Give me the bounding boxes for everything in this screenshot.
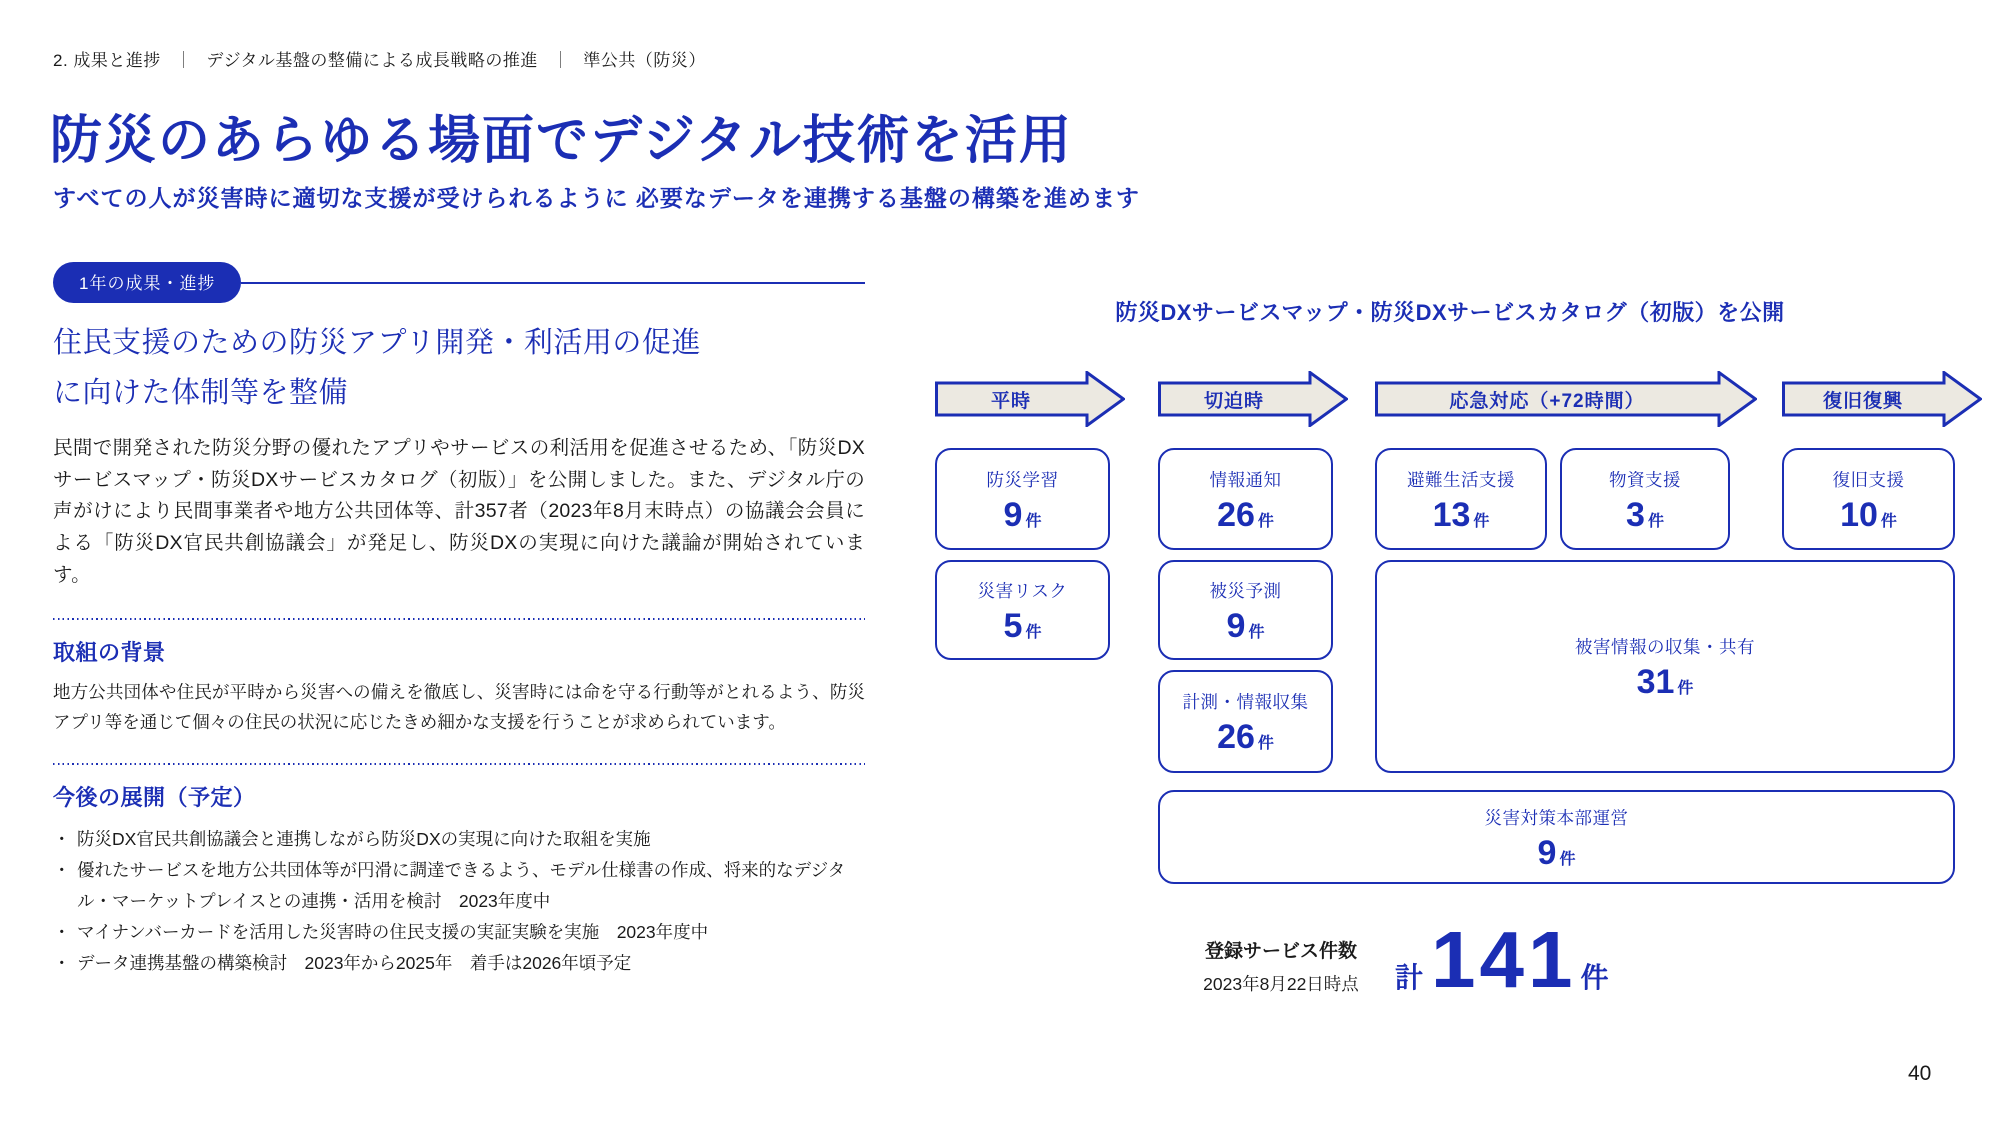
card-label: 復旧支援	[1832, 469, 1905, 490]
card-label: 災害対策本部運営	[1484, 807, 1629, 828]
service-card-damage-prediction	[1158, 560, 1333, 660]
card-label: 避難生活支援	[1407, 469, 1515, 490]
total-count: 141	[1431, 915, 1577, 1004]
stage-label: 応急対応（+72時間）	[1449, 390, 1645, 412]
future-bullet: ・ マイナンバーカードを活用した災害時の住民支援の実証実験を実施 2023年度中	[53, 917, 865, 948]
card-label: 災害リスク	[977, 580, 1068, 601]
card-count: 9 件	[1226, 606, 1265, 645]
background-heading: 取組の背景	[53, 639, 166, 665]
badge-line	[241, 282, 865, 284]
stage-label: 切迫時	[1203, 390, 1264, 412]
card-label: 情報通知	[1209, 469, 1282, 490]
section-divider	[53, 763, 865, 765]
service-card-evacuation-support	[1375, 448, 1547, 550]
badge-row	[53, 262, 865, 303]
future-bullet: ・ 防災DX官民共創協議会と連携しながら防災DXの実現に向けた取組を実施	[53, 824, 865, 855]
service-map-title: 防災DXサービスマップ・防災DXサービスカタログ（初版）を公開	[1115, 300, 1785, 325]
page-subtitle: すべての人が災害時に適切な支援が受けられるように 必要なデータを連携する基盤の構築を進めます	[53, 185, 1140, 211]
total-prefix: 計	[1395, 962, 1424, 993]
stage-arrow-recovery	[1782, 371, 1982, 427]
card-label: 防災学習	[986, 469, 1059, 490]
left-heading: 住民支援のための防災アプリ開発・利活用の促進に向けた体制等を整備	[53, 327, 701, 409]
stage-label: 復旧復興	[1822, 390, 1903, 412]
stage-arrow-normal-time	[935, 371, 1125, 427]
breadcrumb-separator: ｜	[174, 51, 193, 70]
breadcrumb-separator: ｜	[551, 51, 570, 70]
future-bullet: ・ 優れたサービスを地方公共団体等が円滑に調達できるよう、モデル仕様書の作成、将来的なデジタル・マーケットプレイスとの連携・活用を検討 2023年度中	[53, 855, 865, 917]
card-label: 被災予測	[1209, 580, 1282, 601]
card-count: 9 件	[1537, 833, 1576, 872]
card-count: 13 件	[1432, 495, 1490, 534]
page-title: 防災のあらゆる場面でデジタル技術を活用	[50, 112, 1073, 170]
service-card-recovery-support	[1782, 448, 1955, 550]
total-as-of-date: 2023年8月22日時点	[1203, 974, 1359, 994]
total-label: 登録サービス件数	[1204, 941, 1357, 962]
stage-arrow-emergency-response	[1375, 371, 1757, 427]
breadcrumb-item-results: 2. 成果と進捗	[53, 51, 161, 70]
breadcrumb	[53, 46, 706, 71]
future-bullet: ・ データ連携基盤の構築検討 2023年から2025年 着手は2026年頃予定	[53, 948, 865, 979]
section-divider	[53, 618, 865, 620]
card-label: 物資支援	[1609, 469, 1681, 490]
page-number: 40	[1908, 1062, 1932, 1085]
service-card-damage-info-sharing	[1375, 560, 1955, 773]
stage-label: 平時	[990, 390, 1031, 412]
card-count: 26 件	[1217, 495, 1274, 534]
card-label: 計測・情報収集	[1182, 692, 1309, 712]
service-card-measurement-info-collection	[1158, 670, 1333, 773]
card-count: 26 件	[1217, 718, 1274, 756]
background-body: 地方公共団体や住民が平時から災害への備えを徹底し、災害時には命を守る行動等がとれるよう、防災アプリ等を通じて個々の住民の状況に応じたきめ細かな支援を行うことが求められています。	[53, 681, 865, 732]
service-card-disaster-learning	[935, 448, 1110, 550]
stage-arrow-imminent	[1158, 371, 1348, 427]
service-card-supplies-support	[1560, 448, 1730, 550]
service-card-disaster-hq-operation	[1158, 790, 1955, 884]
card-count: 10 件	[1840, 495, 1897, 534]
card-count: 5 件	[1003, 606, 1042, 645]
service-card-disaster-risk	[935, 560, 1110, 660]
card-count: 9 件	[1003, 495, 1042, 534]
future-bullet-list	[53, 824, 865, 980]
total-label-block	[1190, 936, 1372, 996]
left-body: 民間で開発された防災分野の優れたアプリやサービスの利活用を促進させるため、「防災DXサービスマップ・防災DXサービスカタログ（初版）」を公開しました。また、デジタル庁の声がけにより民間事業者や地方公共団体等、計357者（2023年8月末時点）の協議会会員による「防災DX官民共創協議会」が発足し、防災DXの実現に向けた議論が開始されています。	[53, 436, 865, 586]
results-badge: 1年の成果・進捗	[53, 262, 241, 303]
service-card-info-notification	[1158, 448, 1333, 550]
card-label: 被害情報の収集・共有	[1575, 637, 1755, 657]
total-unit: 件	[1580, 962, 1609, 993]
total-count-block	[1395, 915, 1609, 1004]
card-count: 3 件	[1626, 495, 1664, 534]
breadcrumb-item-quasi-public: 準公共（防災）	[583, 51, 706, 70]
card-count: 31 件	[1636, 663, 1694, 701]
future-heading: 今後の展開（予定）	[53, 784, 256, 810]
breadcrumb-item-strategy: デジタル基盤の整備による成長戦略の推進	[206, 51, 538, 70]
left-column	[53, 262, 865, 980]
